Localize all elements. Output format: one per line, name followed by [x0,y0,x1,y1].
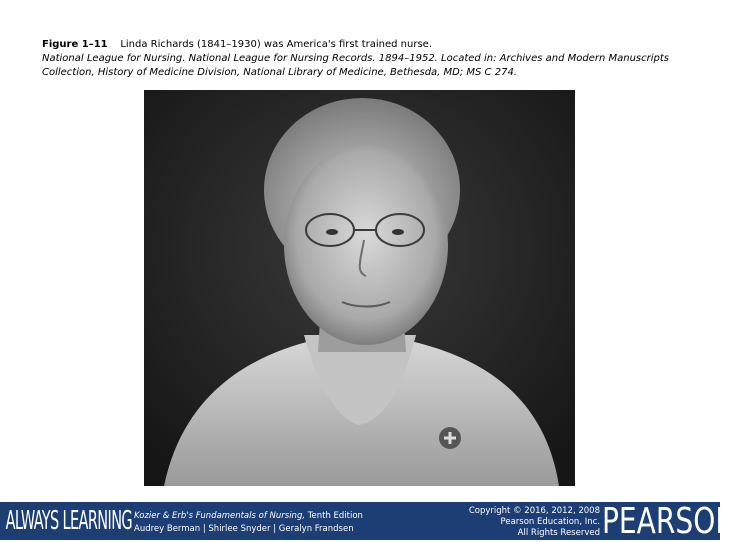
figure-caption [42,38,702,80]
always-learning-logo: ALWAYS LEARNING [5,506,133,536]
book-title: Kozier & Erb's Fundamentals of Nursing, [134,511,306,521]
pearson-logo: PEARSON [602,500,736,542]
copyright-line-1: Copyright © 2016, 2012, 2008 [468,506,600,516]
copyright-line-2: Pearson Education, Inc. [500,517,600,527]
copyright-notice [440,506,600,539]
book-authors: Audrey Berman | Shirlee Snyder | Geralyn Frandsen [134,524,354,534]
portrait-photo [144,90,575,486]
book-info [134,510,434,536]
copyright-line-3: All Rights Reserved [517,528,600,538]
figure-text: Linda Richards (1841–1930) was America's first trained nurse. [120,39,432,50]
portrait-image [144,90,575,486]
figure-label: Figure 1–11 [42,39,108,50]
figure-citation: National League for Nursing. National League for Nursing Records. 1894–1952. Located in: Archives and Modern Manuscripts Collection, History of Medicine Division, National Library of Medicine, Bethesda, MD; MS C 274. [42,53,670,78]
footer-bar [0,500,736,542]
book-edition: Tenth Edition [305,511,363,521]
